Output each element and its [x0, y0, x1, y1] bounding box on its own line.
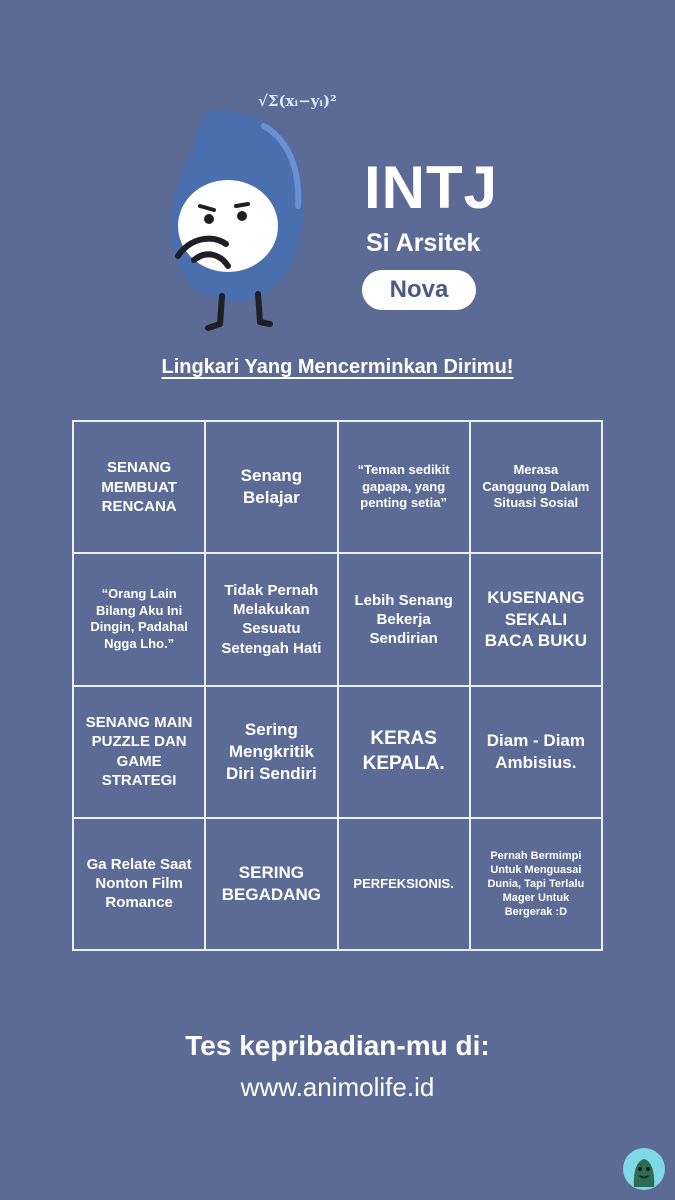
bingo-cell[interactable]: KERAS KEPALA.: [338, 686, 470, 818]
instruction-heading: [0, 356, 675, 379]
footer-title: Tes kepribadian-mu di:: [185, 1030, 490, 1061]
bingo-cell[interactable]: SENANG MEMBUAT RENCANA: [73, 421, 205, 553]
bingo-cell[interactable]: Diam - Diam Ambisius.: [470, 686, 602, 818]
footer-url-link[interactable]: www.animolife.id: [240, 1072, 435, 1102]
instruction-text: Lingkari Yang Mencerminkan Dirimu!: [161, 356, 514, 378]
bingo-cell[interactable]: PERFEKSIONIS.: [338, 818, 470, 950]
bingo-cell[interactable]: Senang Belajar: [205, 421, 337, 553]
math-formula: √Σ(xᵢ−yᵢ)²: [258, 92, 337, 110]
bingo-cell[interactable]: Ga Relate Saat Nonton Film Romance: [73, 818, 205, 950]
personality-type-badge: Nova: [362, 270, 476, 310]
personality-type-title: Si Arsitek: [366, 229, 481, 257]
bingo-cell[interactable]: KUSENANG SEKALI BACA BUKU: [470, 553, 602, 685]
mascot-illustration: [160, 88, 350, 338]
mascot-body: [171, 110, 304, 328]
bingo-cell[interactable]: Tidak Pernah Melakukan Sesuatu Setengah Hati: [205, 553, 337, 685]
bingo-cell[interactable]: SERING BEGADANG: [205, 818, 337, 950]
bingo-cell[interactable]: Sering Mengkritik Diri Sendiri: [205, 686, 337, 818]
bingo-cell[interactable]: Merasa Canggung Dalam Situasi Sosial: [470, 421, 602, 553]
bingo-cell[interactable]: Lebih Senang Bekerja Sendirian: [338, 553, 470, 685]
bingo-cell[interactable]: SENANG MAIN PUZZLE DAN GAME STRATEGI: [73, 686, 205, 818]
personality-type-code: INTJ: [364, 154, 499, 221]
bingo-cell[interactable]: “Teman sedikit gapapa, yang penting setia”: [338, 421, 470, 553]
bingo-cell[interactable]: Pernah Bermimpi Untuk Menguasai Dunia, Tapi Terlalu Mager Untuk Bergerak :D: [470, 818, 602, 950]
bingo-grid: [72, 420, 603, 951]
bingo-cell[interactable]: “Orang Lain Bilang Aku Ini Dingin, Padahal Ngga Lho.”: [73, 553, 205, 685]
animolife-logo-icon: [622, 1147, 666, 1191]
